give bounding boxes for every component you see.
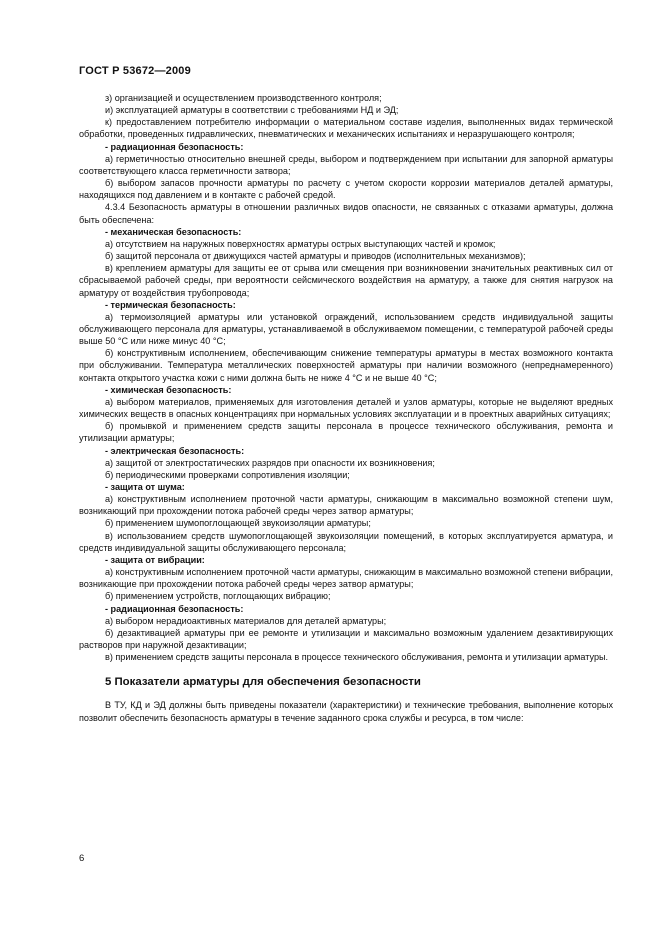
subheading: - термическая безопасность:	[105, 299, 236, 310]
paragraph: а) конструктивным исполнением проточной части арматуры, снижающим в максимально возможной степени шум, возникающий при прохождении потока рабочей среды через затвор арматуры;	[79, 494, 613, 517]
subheading: - механическая безопасность:	[105, 226, 242, 237]
paragraph: а) выбором материалов, применяемых для изготовления деталей и узлов арматуры, которые не выделяют вредных химических веществ в опасных концентрациях при нормальных условиях эксплуатации и в проектных аварийных ситуациях;	[79, 396, 613, 420]
paragraph: в) креплением арматуры для защиты ее от срыва или смещения при возникновении значительных реактивных сил от сбрасываемой рабочей среды, при вероятности сейсмического воздействия на арматуру, а также для снятия нагрузок на арматуру от воздействия трубопровода;	[79, 263, 613, 298]
paragraph: и) эксплуатацией арматуры в соответствии с требованиями НД и ЭД;	[105, 105, 399, 116]
subheading: - электрическая безопасность:	[105, 445, 245, 456]
section-5-intro: В ТУ, КД и ЭД должны быть приведены показатели (характеристики) и технические требования, выполнение которых позволит обеспечить безопасность арматуры в течение заданного срока службы и ресурса, в том числе:	[79, 700, 613, 723]
paragraph: к) предоставлением потребителю информации о материальном составе изделия, выполненных видах термической обработки, проведенных гидравлических, пневматических и механических испытаниях и неразрушающего контроля;	[79, 117, 613, 140]
paragraph: 4.3.4 Безопасность арматуры в отношении различных видов опасности, не связанных с отказами арматуры, должна быть обеспечена:	[79, 202, 613, 225]
page-number: 6	[79, 853, 85, 864]
subheading: - защита от шума:	[105, 482, 185, 492]
subheading: - радиационная безопасность:	[105, 141, 244, 152]
paragraph: а) выбором нерадиоактивных материалов для деталей арматуры;	[105, 615, 387, 626]
section-5-title: 5 Показатели арматуры для обеспечения безопасности	[105, 676, 421, 689]
paragraph: б) промывкой и применением средств защиты персонала в процессе технического обслуживания, ремонта и утилизации арматуры;	[79, 421, 613, 444]
paragraph: б) защитой персонала от движущихся частей арматуры и приводов (исполнительных механизмов);	[105, 251, 526, 262]
paragraph: а) термоизоляцией арматуры или установкой ограждений, использованием средств индивидуальной защиты обслуживающего персонала для арматуры, устанавливаемой в обслуживаемом помещении, с температурой рабочей среды выше 50 °С или ниже минус 40 °С;	[79, 311, 613, 347]
paragraph: а) конструктивным исполнением проточной части арматуры, снижающим в максимально возможной степени вибрации, возникающие при прохождении потока рабочей среды через затвор арматуры;	[79, 567, 613, 590]
paragraph: б) дезактивацией арматуры при ее ремонте и утилизации и максимально возможным удалением дезактивирующих растворов при наружной дезактивации;	[79, 627, 613, 651]
paragraph: б) конструктивным исполнением, обеспечивающим снижение температуры арматуры в местах возможного контакта при обслуживании. Температура металлических поверхностей арматуры при наличии возможного (непреднамеренного) контакта открытого участка кожи с ними должна быть не ниже 4 °С и не выше 40 °С;	[79, 348, 613, 383]
paragraph: в) применением средств защиты персонала в процессе технического обслуживания, ремонта и утилизации арматуры.	[105, 652, 609, 663]
paragraph: б) применением шумопоглощающей звукоизоляции арматуры;	[105, 518, 371, 529]
paragraph: б) применением устройств, поглощающих вибрацию;	[105, 591, 331, 602]
document-body	[79, 92, 613, 724]
paragraph-list	[79, 92, 613, 663]
paragraph: а) защитой от электростатических разрядов при опасности их возникновения;	[105, 457, 435, 468]
paragraph: а) герметичностью относительно внешней среды, выбором и подтверждением при испытании для запорной арматуры соответствующего класса герметичности затвора;	[79, 153, 613, 176]
paragraph: б) выбором запасов прочности арматуры по расчету с учетом скорости коррозии материалов деталей арматуры, находящихся под давлением и в контакте с рабочей средой.	[79, 178, 613, 201]
paragraph: а) отсутствием на наружных поверхностях арматуры острых выступающих частей и кромок;	[105, 238, 496, 249]
paragraph: б) периодическими проверками сопротивления изоляции;	[105, 469, 350, 480]
subheading: - радиационная безопасность:	[105, 603, 244, 614]
paragraph: з) организацией и осуществлением производственного контроля;	[105, 93, 382, 103]
subheading: - защита от вибрации:	[105, 554, 205, 565]
subheading: - химическая безопасность:	[105, 384, 232, 395]
document-header: ГОСТ Р 53672—2009	[79, 65, 191, 77]
paragraph: в) использованием средств шумопоглощающей звукоизоляции помещений, в которых эксплуатируется арматура, и средств индивидуальной защиты обслуживающего персонала;	[79, 530, 613, 553]
